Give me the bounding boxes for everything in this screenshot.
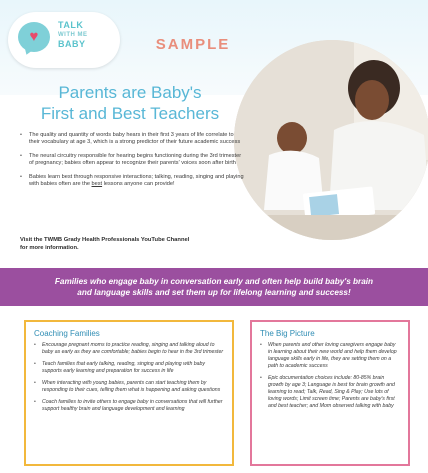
list-item: • Encourage pregnant moms to practice reading, singing and talking aloud to baby as early as they are comfortable; babies begin to hear in the 3rd trimester — [34, 342, 224, 356]
big-picture-title: The Big Picture — [260, 329, 315, 338]
heart-icon: ♥ — [29, 28, 39, 45]
banner-line-1: Families who engage baby in conversation early and often help build baby's brain — [54, 277, 374, 286]
mother-baby-reading-photo — [234, 40, 428, 240]
big-picture-list — [260, 342, 400, 410]
list-item — [20, 174, 246, 189]
list-item: • Teach families that early talking, reading, singing and playing with baby supports early learning and preparation for success in life — [34, 361, 224, 375]
bullet3-before: Babies learn best through responsive interactions; talking, reading, singing and playing with babies often are the — [29, 173, 244, 188]
coaching-families-box — [24, 320, 234, 466]
list-item: • The quality and quantity of words baby hears in their first 3 years of life correlate to their vocabulary at age 3, which is a strong predictor of their future academic success — [20, 132, 246, 147]
logo-line-2: WITH ME — [58, 32, 88, 38]
list-item: • Coach families to invite others to engage baby in conversations that will further support healthy brain and language development and learning — [34, 399, 224, 413]
big-picture-box — [250, 320, 410, 466]
list-item: • When interacting with young babies, parents can start teaching them by responding to their cues, telling them what is happening and asking questions — [34, 380, 224, 394]
logo-line-3: BABY — [58, 39, 86, 49]
coaching-list — [34, 342, 224, 413]
purple-banner — [0, 268, 428, 306]
sample-label: SAMPLE — [155, 36, 231, 53]
list-item: • Epic documentation choices include: 80-85% brain growth by age 3; Language is best for brain growth and learning to read; Talk, Read, Sing & Play; Use lots of loving words; Limit screen time; Parents are baby's first and best teacher; and Mom observed talking with baby — [260, 375, 400, 410]
photo-illustration — [234, 40, 428, 240]
talk-with-me-baby-logo — [8, 12, 120, 68]
logo-line-1: TALK — [58, 20, 84, 30]
coaching-families-title: Coaching Families — [34, 329, 100, 338]
title-line-1: Parents are Baby's — [58, 83, 202, 102]
title-line-2: First and Best Teachers — [40, 104, 220, 123]
bullet3-after: lessons anyone can provide! — [102, 181, 175, 188]
visit-line-1: Visit the TWMB Grady Health Professionals YouTube Channel — [20, 237, 190, 243]
list-item: • When parents and other loving caregivers engage baby in learning about their new world and help them develop language skills early in life, they are setting them on a path to academic success — [260, 342, 400, 370]
youtube-channel-note — [20, 237, 246, 252]
banner-line-2: and language skills and set them up for lifelong learning and success! — [77, 288, 351, 297]
logo-wordmark — [58, 20, 116, 50]
visit-line-2: for more information. — [20, 244, 79, 251]
key-facts-list — [20, 132, 246, 194]
page-title — [30, 82, 230, 124]
list-item: • The neural circuitry responsible for hearing begins functioning during the 3rd trimester of pregnancy; babies often appear to recognize their parents' voices soon after birth — [20, 153, 246, 168]
bullet3-underlined: best — [91, 181, 103, 188]
